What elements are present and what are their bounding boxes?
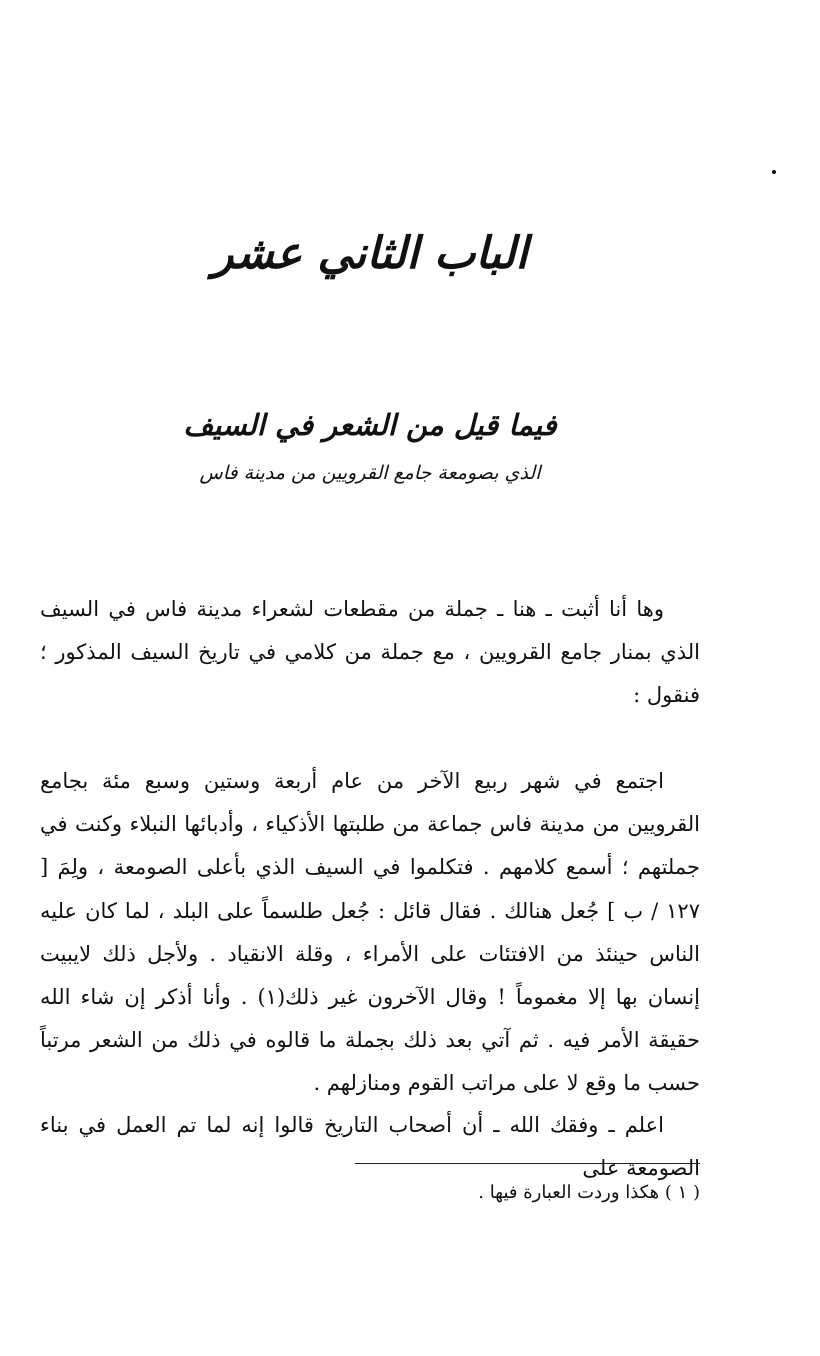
footnote-divider [355,1163,700,1164]
paragraph-2 [40,760,700,1106]
section-title: فيما قيل من الشعر في السيف [183,408,557,442]
paragraph-1-text: وها أنا أثبت ـ هنا ـ جملة من مقطعات لشعراء مدينة فاس في السيف الذي بمنار جامع القرويين ، مع جملة من كلامي في تاريخ السيف المذكور ؛ فنقول : [40,597,700,708]
paragraph-2-text: اجتمع في شهر ربيع الآخر من عام أربعة وستين وسبع مئة بجامع القرويين من مدينة فاس جماعة من طلبتها الأذكياء ، وأدبائها النبلاء وكنت في جملتهم ؛ أسمع كلامهم . فتكلموا في السيف الذي بأعلى الصومعة ، ولِمَ [ ١٢٧ / ب ] جُعل هنالك . فقال قائل : جُعل طلسماً على البلد ، لما كان عليه الناس حينئذ من الافتئات على الأمراء ، وقلة الانقياد . ولأجل ذلك لايبيت إنسان بها إلا مغموماً ! وقال الآخرون غير ذلك(١) . وأنا أذكر إن شاء الله حقيقة الأمر فيه . ثم آتي بعد ذلك بجملة ما قالوه في ذلك من الشعر مرتباً حسب ما وقع لا على مراتب القوم ومنازلهم . [40,769,700,1096]
section-subtitle: الذي بصومعة جامع القرويين من مدينة فاس [199,462,541,484]
stray-dot [772,170,776,174]
paragraph-1 [40,588,700,718]
chapter-title: الباب الثاني عشر [212,228,528,279]
footnote: ( ١ ) هكذا وردت العبارة فيها . [478,1182,700,1203]
paragraph-3 [40,1104,700,1190]
paragraph-3-text: اعلم ـ وفقك الله ـ أن أصحاب التاريخ قالوا إنه لما تم العمل في بناء الصومعة على [40,1113,700,1181]
